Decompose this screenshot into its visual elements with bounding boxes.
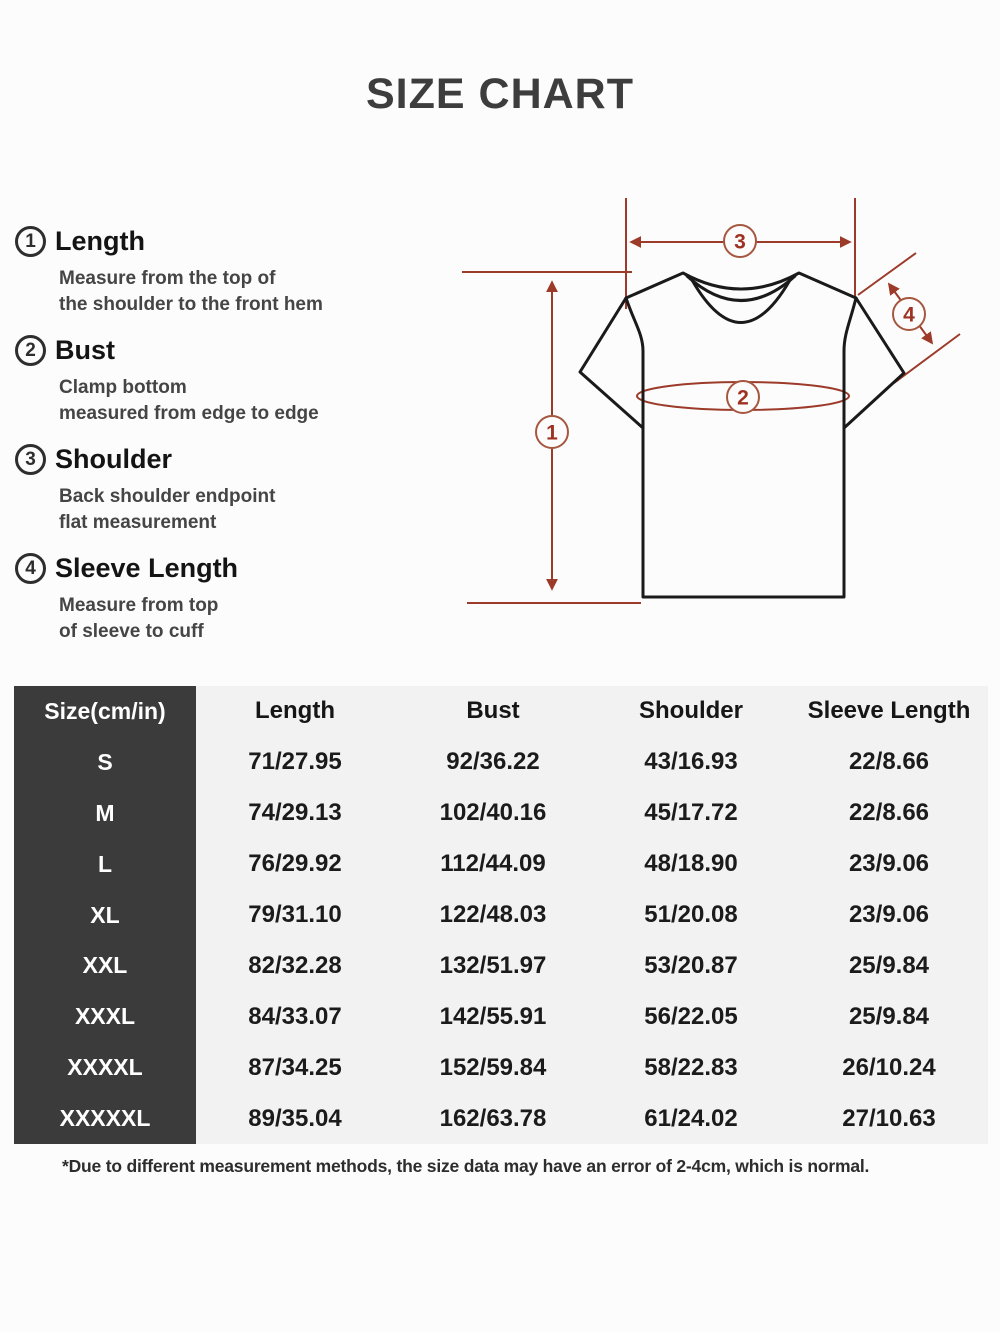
table-row: [14, 1093, 988, 1144]
length-cell: 82/32.28: [196, 940, 394, 991]
sleeve-cell: 22/8.66: [790, 737, 988, 788]
extension-line-sleeve-top: [858, 253, 916, 295]
legend-item-desc: [59, 375, 435, 427]
tshirt-outline: [580, 273, 904, 597]
length-cell: 84/33.07: [196, 991, 394, 1042]
desc-line: the shoulder to the front hem: [59, 294, 323, 315]
measurement-legend: [15, 226, 435, 662]
column-header-length: Length: [196, 686, 394, 737]
sleeve-cell: 22/8.66: [790, 788, 988, 839]
bust-cell: 142/55.91: [394, 991, 592, 1042]
bust-cell: 152/59.84: [394, 1042, 592, 1093]
shoulder-cell: 45/17.72: [592, 788, 790, 839]
shoulder-cell: 51/20.08: [592, 890, 790, 941]
table-row: [14, 890, 988, 941]
number-badge-3: 3: [15, 444, 46, 475]
legend-item-desc: [59, 484, 435, 536]
desc-line: Measure from the top of: [59, 268, 276, 289]
length-cell: 89/35.04: [196, 1093, 394, 1144]
column-header-shoulder: Shoulder: [592, 686, 790, 737]
shoulder-cell: 48/18.90: [592, 839, 790, 890]
table-row: [14, 788, 988, 839]
sleeve-cell: 26/10.24: [790, 1042, 988, 1093]
sleeve-cell: 27/10.63: [790, 1093, 988, 1144]
bust-cell: 162/63.78: [394, 1093, 592, 1144]
bust-cell: 102/40.16: [394, 788, 592, 839]
length-cell: 79/31.10: [196, 890, 394, 941]
sleeve-cell: 23/9.06: [790, 839, 988, 890]
legend-item-sleeve-length: [15, 553, 435, 645]
legend-item-head: [15, 444, 435, 475]
desc-line: Back shoulder endpoint: [59, 486, 276, 507]
shirt-shoulders-collar-outer: [626, 273, 856, 298]
legend-item-label: Sleeve Length: [55, 553, 239, 583]
bust-cell: 132/51.97: [394, 940, 592, 991]
bust-cell: 92/36.22: [394, 737, 592, 788]
table-row: [14, 991, 988, 1042]
shoulder-cell: 53/20.87: [592, 940, 790, 991]
length-cell: 87/34.25: [196, 1042, 394, 1093]
bust-cell: 122/48.03: [394, 890, 592, 941]
desc-line: flat measurement: [59, 512, 217, 533]
table-row: [14, 839, 988, 890]
number-badge-2: 2: [15, 335, 46, 366]
shoulder-cell: 58/22.83: [592, 1042, 790, 1093]
size-cell: XL: [14, 890, 196, 941]
sleeve-cell: 23/9.06: [790, 890, 988, 941]
length-cell: 74/29.13: [196, 788, 394, 839]
desc-line: Measure from top: [59, 595, 219, 616]
legend-item-bust: [15, 335, 435, 427]
number-badge-4: 4: [15, 553, 46, 584]
sleeve-cell: 25/9.84: [790, 940, 988, 991]
size-cell: M: [14, 788, 196, 839]
extension-line-sleeve-cuff: [894, 334, 960, 383]
table-row: [14, 737, 988, 788]
table-row: [14, 940, 988, 991]
legend-item-head: [15, 226, 435, 257]
legend-item-label: Bust: [55, 335, 115, 365]
marker-3: 3: [734, 230, 746, 254]
shoulder-cell: 61/24.02: [592, 1093, 790, 1144]
page-title: SIZE CHART: [366, 70, 634, 118]
desc-line: of sleeve to cuff: [59, 621, 204, 642]
legend-item-shoulder: [15, 444, 435, 536]
shirt-body: [626, 298, 856, 597]
marker-1: 1: [546, 421, 558, 445]
length-cell: 71/27.95: [196, 737, 394, 788]
size-cell: XXXXL: [14, 1042, 196, 1093]
desc-line: measured from edge to edge: [59, 403, 319, 424]
column-header-bust: Bust: [394, 686, 592, 737]
table-row: [14, 1042, 988, 1093]
bust-cell: 112/44.09: [394, 839, 592, 890]
legend-item-desc: [59, 266, 435, 318]
shoulder-cell: 43/16.93: [592, 737, 790, 788]
shoulder-cell: 56/22.05: [592, 991, 790, 1042]
size-cell: L: [14, 839, 196, 890]
legend-item-label: Length: [55, 226, 145, 256]
legend-item-desc: [59, 593, 435, 645]
marker-2: 2: [737, 386, 749, 410]
sleeve-cell: 25/9.84: [790, 991, 988, 1042]
size-cell: XXXL: [14, 991, 196, 1042]
legend-item-head: [15, 553, 435, 584]
size-cell: XXL: [14, 940, 196, 991]
legend-item-length: [15, 226, 435, 318]
number-badge-1: 1: [15, 226, 46, 257]
measurement-arrows: [462, 198, 960, 603]
legend-item-head: [15, 335, 435, 366]
column-header-sleeve-length: Sleeve Length: [790, 686, 988, 737]
table-header-row: [14, 686, 988, 737]
table-corner-cell: Size(cm/in): [14, 686, 196, 737]
tshirt-measurement-diagram: [440, 185, 1000, 655]
size-table: [14, 686, 988, 1144]
footnote: *Due to different measurement methods, the size data may have an error of 2-4cm, which is normal.: [62, 1156, 870, 1176]
size-cell: XXXXXL: [14, 1093, 196, 1144]
legend-item-label: Shoulder: [55, 444, 173, 474]
desc-line: Clamp bottom: [59, 377, 187, 398]
size-cell: S: [14, 737, 196, 788]
length-cell: 76/29.92: [196, 839, 394, 890]
diagram-markers: [536, 225, 925, 448]
marker-4: 4: [903, 303, 915, 327]
